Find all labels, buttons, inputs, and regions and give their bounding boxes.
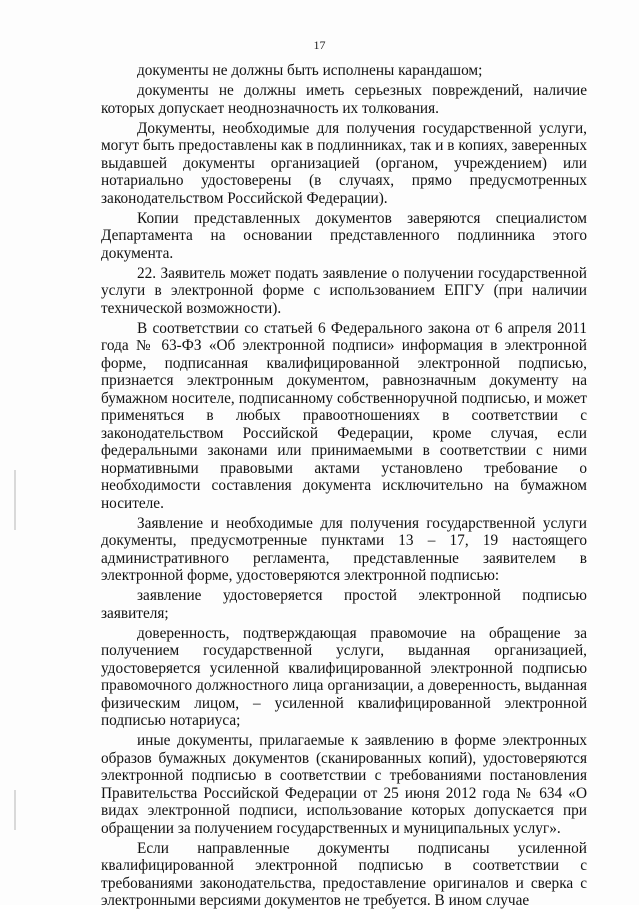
paragraph: 22. Заявитель может подать заявление о получении государственной услуги в электронной форме с использованием ЕПГУ (при наличии технической возможности). — [101, 264, 587, 317]
scan-artifact — [14, 470, 16, 530]
document-body — [101, 62, 587, 912]
paragraph: Документы, необходимые для получения государственной услуги, могут быть предоставлены как в подлинниках, так и в копиях, заверенных выдавшей документы организацией (органом, учреждением) или нотариально удостоверены (в случаях, прямо предусмотренных законодательством Российской Федерации). — [101, 119, 587, 207]
paragraph: Заявление и необходимые для получения государственной услуги документы, предусмотренные пунктами 13 – 17, 19 настоящего административного регламента, представленные заявителем в электронной форме, удостоверяются электронной подписью: — [101, 514, 587, 584]
paragraph: Копии представленных документов заверяются специалистом Департамента на основании представленного подлинника этого документа. — [101, 209, 587, 262]
scan-artifact — [14, 790, 16, 830]
paragraph: Если направленные документы подписаны усиленной квалифицированной электронной подписью в соответствии с требованиями законодательства, предоставление оригиналов и сверка с электронными версиями документов не требуется. В ином случае — [101, 839, 587, 909]
paragraph: В соответствии со статьей 6 Федерального закона от 6 апреля 2011 года № 63-ФЗ «Об электронной подписи» информация в электронной форме, подписанная квалифицированной электронной подписью, признается электронным документом, равнозначным документу на бумажном носителе, подписанному собственноручной подписью, и может применяться в любых правоотношениях в соответствии с законодательством Российской Федерации, кроме случая, если федеральными законами или принимаемыми в соответствии с ними нормативными правовыми актами установлено требование о необходимости составления документа исключительно на бумажном носителе. — [101, 319, 587, 512]
paragraph: документы не должны иметь серьезных повреждений, наличие которых допускает неоднозначность их толкования. — [101, 82, 587, 117]
paragraph: заявление удостоверяется простой электронной подписью заявителя; — [101, 587, 587, 622]
paragraph: документы не должны быть исполнены карандашом; — [137, 62, 483, 79]
page-number: 17 — [313, 38, 326, 52]
paragraph: иные документы, прилагаемые к заявлению в форме электронных образов бумажных документов (сканированных копий), удостоверяются электронной подписью в соответствии с требованиями постановления Правительства Российской Федерации от 25 июня 2012 года № 634 «О видах электронной подписи, использование которых допускается при обращении за получением государственных и муниципальных услуг». — [101, 732, 587, 837]
paragraph: доверенность, подтверждающая правомочие на обращение за получением государственной услуги, выданная организацией, удостоверяется усиленной квалифицированной электронной подписью правомочного должностного лица организации, а доверенность, выданная физическим лицом, – усиленной квалифицированной электронной подписью нотариуса; — [101, 624, 587, 729]
